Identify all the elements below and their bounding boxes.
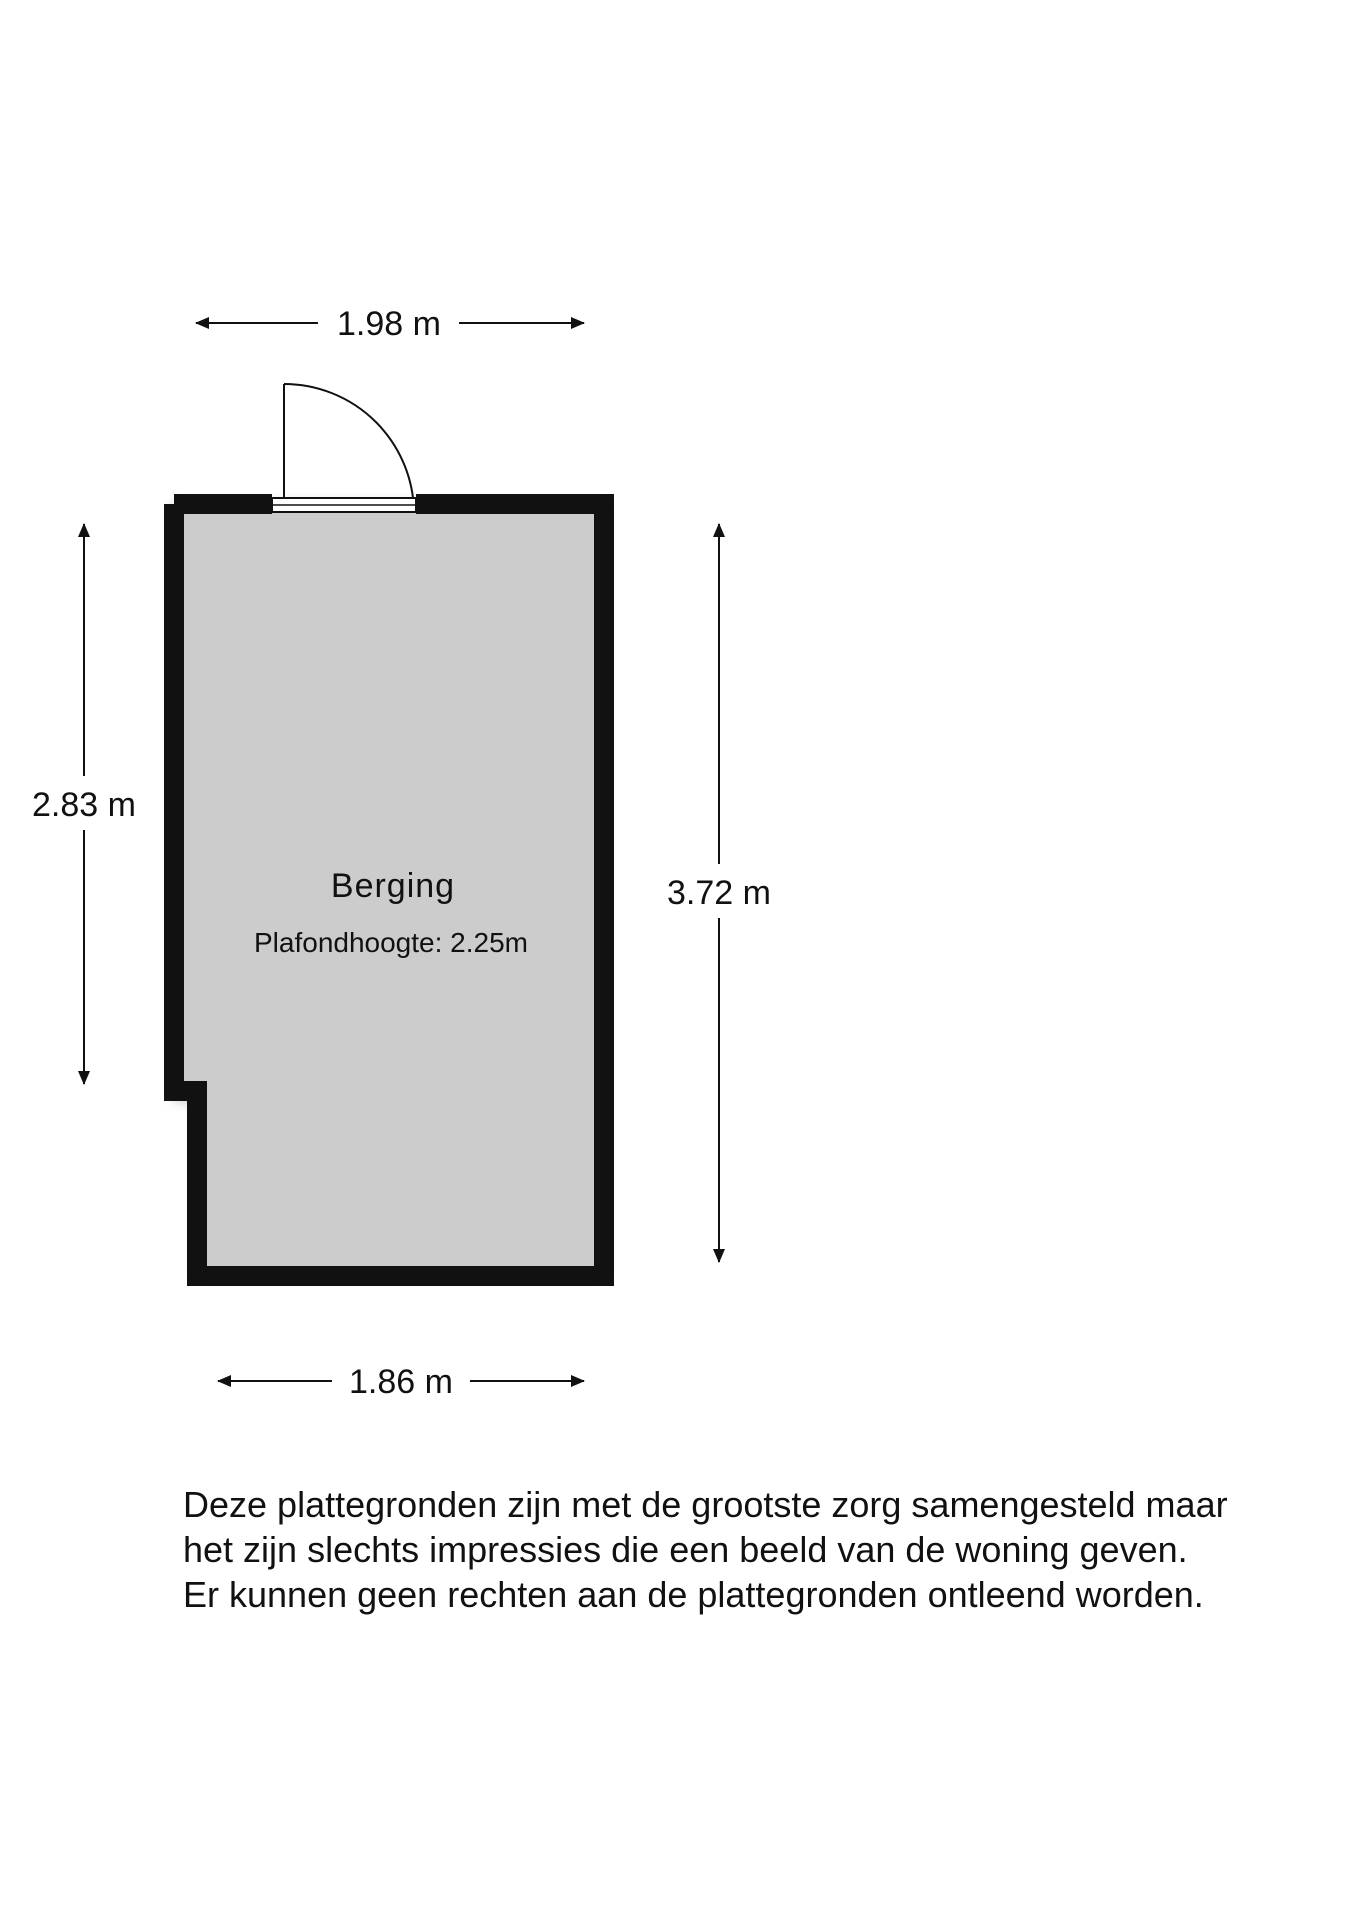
room-berging [174, 498, 604, 1276]
dimension-top [196, 305, 584, 343]
door-threshold [272, 498, 416, 512]
dimension-left-label: 2.83 m [32, 786, 136, 824]
room-ceiling-height: Plafondhoogte: 2.25m [254, 927, 528, 958]
dimension-top-label: 1.98 m [337, 305, 441, 343]
disclaimer [183, 1482, 1343, 1617]
dimension-left [32, 524, 136, 1084]
dimension-bottom [218, 1363, 584, 1401]
disclaimer-line: Er kunnen geen rechten aan de plattegronden ontleend worden. [183, 1574, 1204, 1615]
disclaimer-line: Deze plattegronden zijn met de grootste zorg samengesteld maar [183, 1484, 1228, 1525]
door [284, 384, 414, 514]
dimension-right-label: 3.72 m [667, 874, 771, 912]
dimension-right [667, 524, 771, 1262]
room-name: Berging [330, 867, 456, 905]
dimension-bottom-label: 1.86 m [349, 1363, 453, 1401]
disclaimer-line: het zijn slechts impressies die een beeld van de woning geven. [183, 1529, 1188, 1570]
